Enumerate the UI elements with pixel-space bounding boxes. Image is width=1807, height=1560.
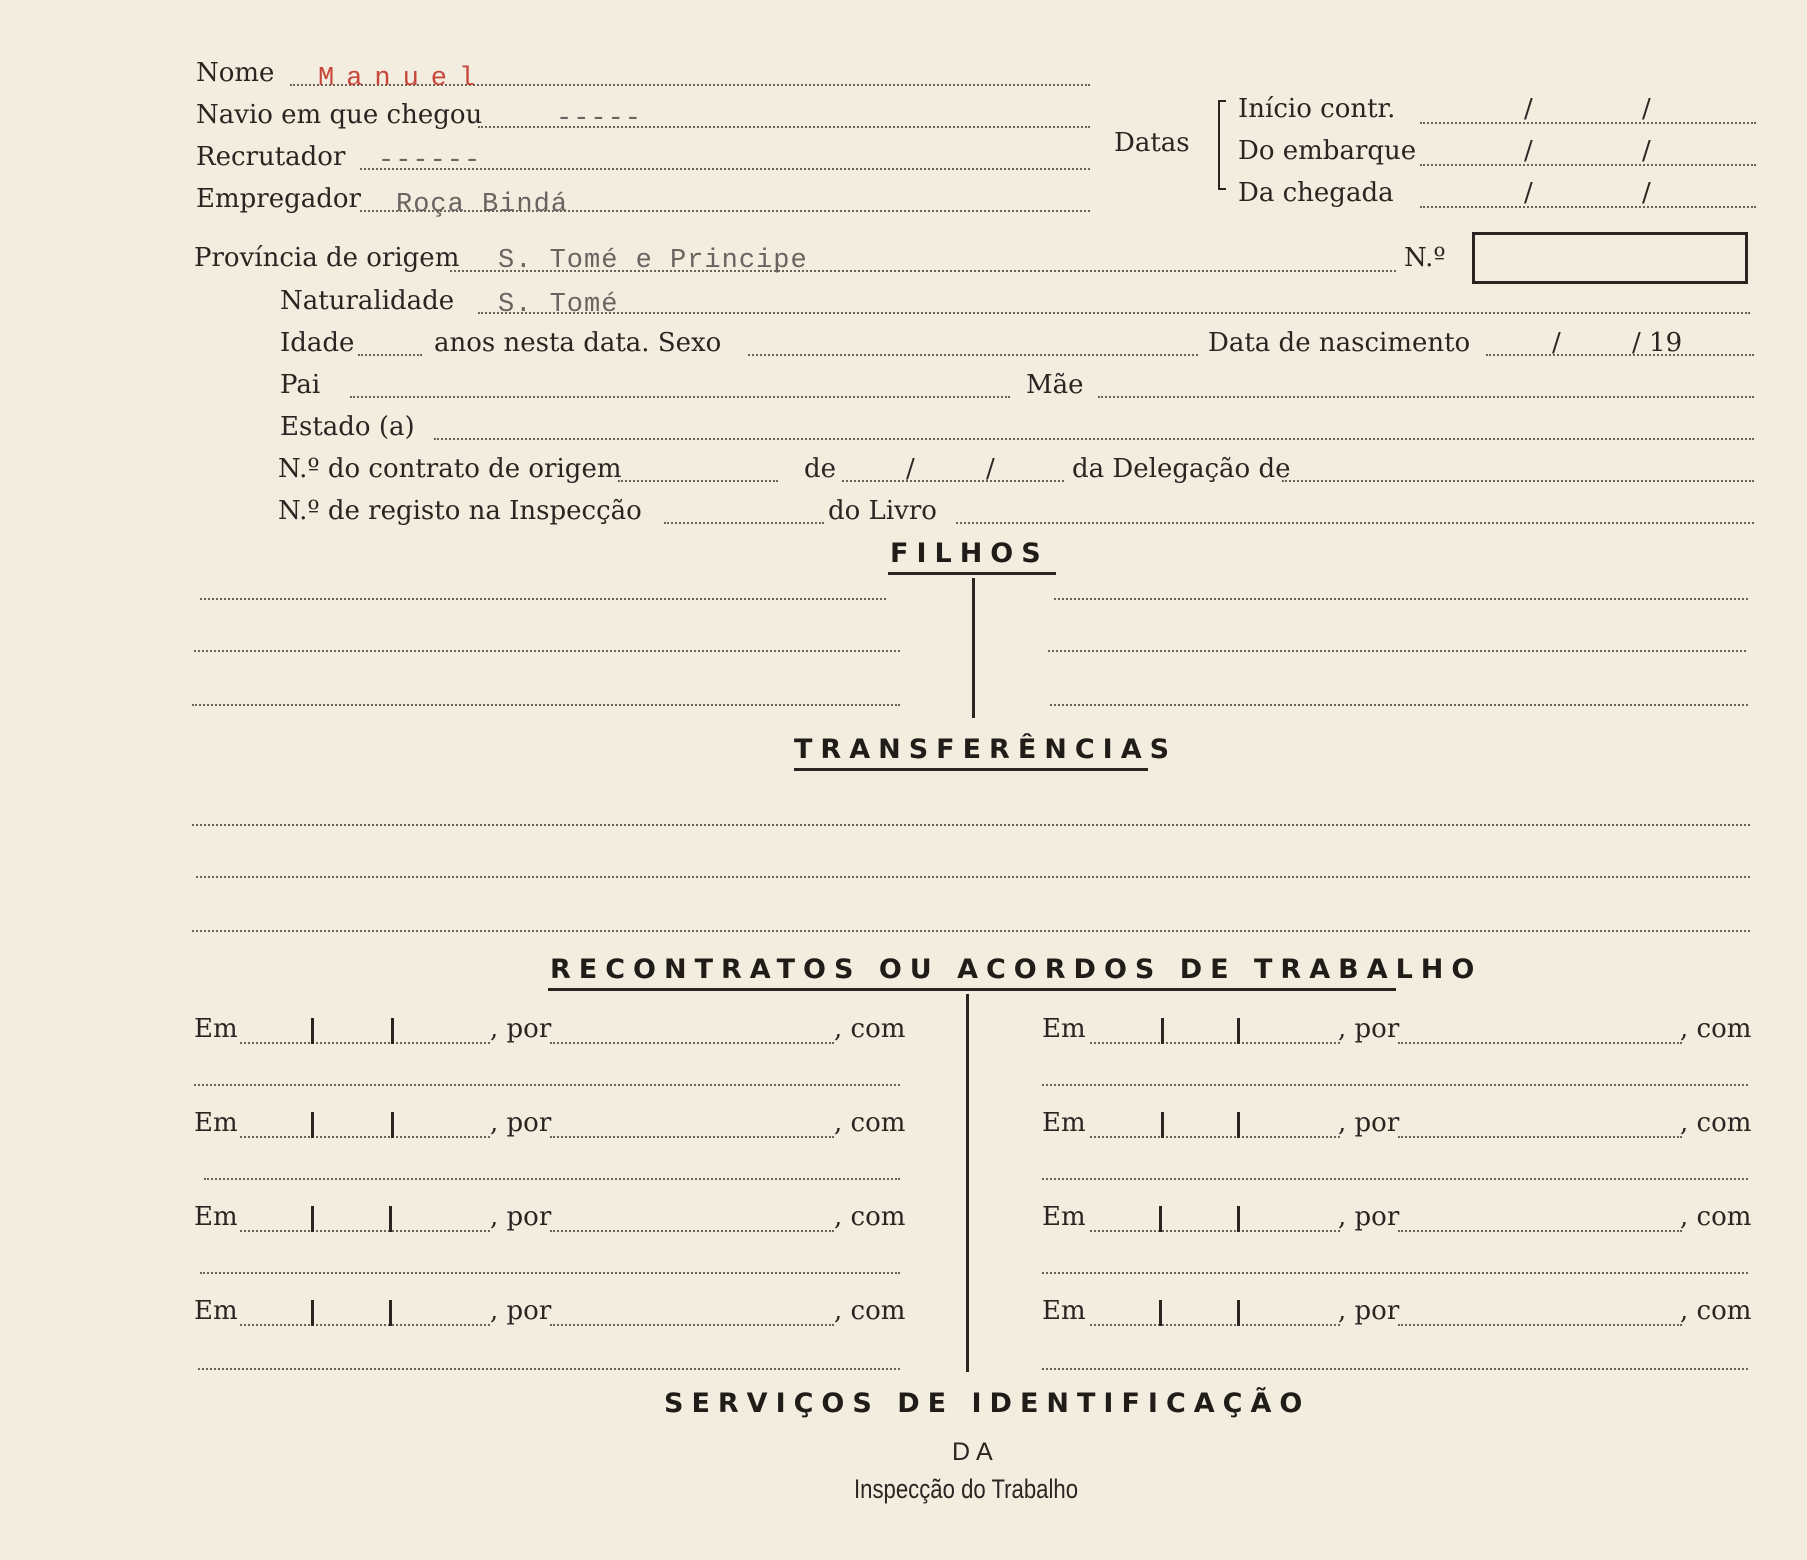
date-separator: [311, 1300, 314, 1326]
inicio-slash-2: /: [1642, 94, 1651, 124]
datas-label: Datas: [1114, 128, 1190, 158]
filhos-line-left-3[interactable]: [192, 704, 900, 706]
contrato-de-label: de: [804, 454, 837, 484]
em-date-line[interactable]: [1090, 1042, 1340, 1044]
por-label: , por: [490, 1296, 552, 1326]
embarque-slash-2: /: [1642, 136, 1651, 166]
por-label: , por: [1338, 1202, 1400, 1232]
filhos-heading: FILHOS: [890, 538, 1049, 569]
date-separator: [311, 1112, 314, 1138]
com-label: , com: [834, 1296, 906, 1326]
por-label: , por: [490, 1202, 552, 1232]
com-label: , com: [1680, 1202, 1752, 1232]
estado-label: Estado (a): [280, 412, 415, 442]
estado-line[interactable]: [434, 438, 1754, 440]
filhos-underline: [888, 572, 1056, 575]
date-separator: [311, 1018, 314, 1044]
naturalidade-line[interactable]: [478, 312, 1750, 314]
com-label: , com: [834, 1014, 906, 1044]
por-label: , por: [1338, 1108, 1400, 1138]
chegada-slash-2: /: [1642, 178, 1651, 208]
mae-label: Mãe: [1026, 370, 1084, 400]
date-separator: [389, 1300, 392, 1326]
em-label: Em: [1042, 1202, 1086, 1232]
em-label: Em: [194, 1202, 238, 1232]
recrutador-label: Recrutador: [196, 142, 346, 172]
numero-box[interactable]: [1472, 232, 1748, 284]
provincia-value: S. Tomé e Principe: [498, 246, 808, 276]
contrato-slash-1: /: [906, 454, 915, 484]
datas-brace: [1218, 100, 1226, 190]
delegacao-label: da Delegação de: [1072, 454, 1291, 484]
com-line[interactable]: [1042, 1368, 1748, 1370]
registo-label: N.º de registo na Inspecção: [278, 496, 642, 526]
nascimento-line[interactable]: [1486, 354, 1754, 356]
livro-line[interactable]: [956, 522, 1754, 524]
date-separator: [1237, 1112, 1240, 1138]
com-line[interactable]: [194, 1084, 900, 1086]
date-separator: [1159, 1300, 1162, 1326]
inicio-label: Início contr.: [1238, 94, 1396, 124]
transferencias-underline: [794, 768, 1148, 771]
idade-line[interactable]: [358, 354, 422, 356]
date-separator: [389, 1206, 392, 1232]
anos-sexo-label: anos nesta data. Sexo: [434, 328, 722, 358]
date-separator: [391, 1112, 394, 1138]
filhos-line-left-1[interactable]: [200, 598, 886, 600]
em-date-line[interactable]: [240, 1042, 490, 1044]
embarque-label: Do embarque: [1238, 136, 1417, 166]
recontratos-underline: [548, 988, 1396, 991]
por-line[interactable]: [550, 1324, 834, 1326]
filhos-line-right-1[interactable]: [1054, 598, 1748, 600]
nascimento-ano-prefix: / 19: [1632, 328, 1683, 358]
contrato-label: N.º do contrato de origem: [278, 454, 622, 484]
por-label: , por: [1338, 1296, 1400, 1326]
com-line[interactable]: [204, 1178, 900, 1180]
em-date-line[interactable]: [240, 1136, 490, 1138]
inicio-slash-1: /: [1524, 94, 1533, 124]
em-date-line[interactable]: [1090, 1324, 1340, 1326]
com-label: , com: [1680, 1296, 1752, 1326]
filhos-divider: [972, 578, 975, 718]
sexo-line[interactable]: [748, 354, 1198, 356]
nome-value: Manuel: [318, 64, 488, 94]
servicos-heading: SERVIÇOS DE IDENTIFICAÇÃO: [664, 1388, 1311, 1419]
por-line[interactable]: [550, 1136, 834, 1138]
por-line[interactable]: [1398, 1230, 1682, 1232]
em-date-line[interactable]: [240, 1230, 490, 1232]
com-line[interactable]: [1042, 1084, 1748, 1086]
filhos-line-right-3[interactable]: [1050, 704, 1748, 706]
em-label: Em: [1042, 1296, 1086, 1326]
recontratos-divider: [966, 994, 969, 1372]
com-label: , com: [834, 1202, 906, 1232]
delegacao-line[interactable]: [1282, 480, 1754, 482]
date-separator: [1237, 1300, 1240, 1326]
nome-label: Nome: [196, 58, 275, 88]
footer-da: DA: [952, 1438, 999, 1466]
com-line[interactable]: [200, 1272, 900, 1274]
recrutador-value: ------: [378, 146, 482, 176]
com-label: , com: [1680, 1108, 1752, 1138]
filhos-line-right-2[interactable]: [1048, 650, 1746, 652]
por-line[interactable]: [1398, 1136, 1682, 1138]
em-label: Em: [194, 1014, 238, 1044]
com-line[interactable]: [1042, 1178, 1748, 1180]
em-date-line[interactable]: [1090, 1230, 1340, 1232]
chegada-slash-1: /: [1524, 178, 1533, 208]
embarque-slash-1: /: [1524, 136, 1533, 166]
date-separator: [1159, 1206, 1162, 1232]
date-separator: [311, 1206, 314, 1232]
com-label: , com: [834, 1108, 906, 1138]
por-line[interactable]: [1398, 1042, 1682, 1044]
chegada-line[interactable]: [1420, 206, 1756, 208]
idade-label: Idade: [280, 328, 355, 358]
footer-inspeccao: Inspecção do Trabalho: [854, 1474, 1079, 1504]
nascimento-label: Data de nascimento: [1208, 328, 1471, 358]
date-separator: [1237, 1018, 1240, 1044]
date-separator: [1161, 1112, 1164, 1138]
naturalidade-value: S. Tomé: [498, 290, 619, 320]
com-line[interactable]: [198, 1368, 900, 1370]
transferencias-line-3[interactable]: [192, 930, 1750, 932]
livro-label: do Livro: [828, 496, 937, 526]
registo-line[interactable]: [664, 522, 824, 524]
em-label: Em: [194, 1108, 238, 1138]
empregador-value: Roça Bindá: [396, 190, 569, 220]
navio-value: -----: [556, 104, 643, 134]
com-label: , com: [1680, 1014, 1752, 1044]
por-label: , por: [1338, 1014, 1400, 1044]
por-line[interactable]: [550, 1042, 834, 1044]
empregador-label: Empregador: [196, 184, 361, 214]
nascimento-slash: /: [1552, 328, 1561, 358]
date-separator: [1237, 1206, 1240, 1232]
filhos-line-left-2[interactable]: [194, 650, 900, 652]
em-date-line[interactable]: [1090, 1136, 1340, 1138]
em-label: Em: [1042, 1014, 1086, 1044]
em-date-line[interactable]: [240, 1324, 490, 1326]
contrato-slash-2: /: [986, 454, 995, 484]
por-line[interactable]: [1398, 1324, 1682, 1326]
por-label: , por: [490, 1014, 552, 1044]
naturalidade-label: Naturalidade: [280, 286, 455, 316]
date-separator: [1161, 1018, 1164, 1044]
date-separator: [391, 1018, 394, 1044]
pai-label: Pai: [280, 370, 321, 400]
chegada-label: Da chegada: [1238, 178, 1394, 208]
pai-line[interactable]: [350, 396, 1010, 398]
navio-label: Navio em que chegou: [196, 100, 483, 130]
por-label: , por: [490, 1108, 552, 1138]
mae-line[interactable]: [1098, 396, 1754, 398]
em-label: Em: [1042, 1108, 1086, 1138]
inicio-line[interactable]: [1420, 122, 1756, 124]
transferencias-line-2[interactable]: [196, 876, 1750, 878]
recontratos-heading: RECONTRATOS OU ACORDOS DE TRABALHO: [550, 954, 1483, 985]
por-line[interactable]: [550, 1230, 834, 1232]
numero-label: N.º: [1404, 243, 1446, 273]
em-label: Em: [194, 1296, 238, 1326]
provincia-label: Província de origem: [194, 243, 460, 273]
transferencias-heading: TRANSFERÊNCIAS: [794, 734, 1178, 765]
com-line[interactable]: [1042, 1272, 1748, 1274]
contrato-line[interactable]: [618, 480, 778, 482]
transferencias-line-1[interactable]: [192, 824, 1750, 826]
embarque-line[interactable]: [1420, 164, 1756, 166]
contrato-data-line[interactable]: [842, 480, 1064, 482]
